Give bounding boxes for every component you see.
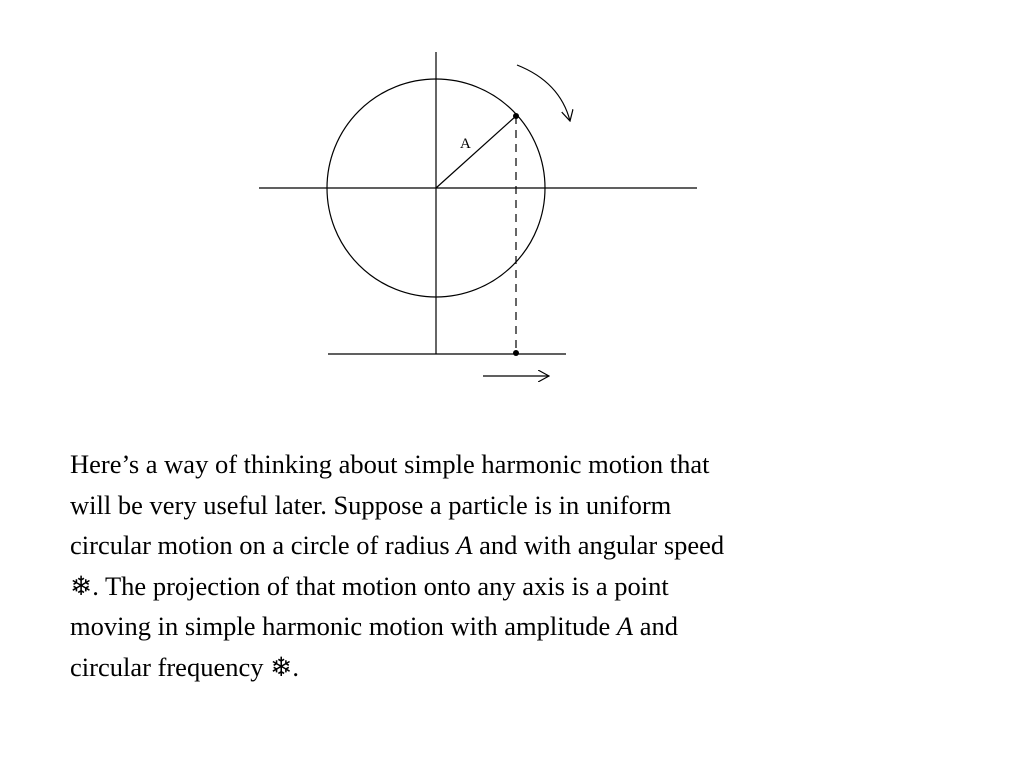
text-line-5: moving in simple harmonic motion with amplitude A and: [70, 611, 678, 641]
radius-variable: A: [456, 530, 473, 560]
text-line-3: circular motion on a circle of radius A and with angular speed: [70, 530, 725, 560]
circular-frequency-symbol: ❄: [270, 651, 293, 682]
amplitude-variable: A: [616, 611, 634, 641]
projected-point-dot: [513, 350, 519, 356]
radius-label: A: [460, 136, 471, 152]
radius-line: [436, 116, 516, 188]
text-line-4: ❄. The projection of that motion onto any axis is a point: [70, 570, 669, 601]
angular-speed-symbol: ❄: [70, 570, 93, 601]
rotation-arrow: [517, 65, 570, 121]
text-line-2: will be very useful later. Suppose a particle is in uniform: [70, 489, 672, 520]
text-line-6: circular frequency ❄.: [70, 651, 299, 682]
explanation-paragraph: [70, 444, 950, 687]
text-line-1: Here’s a way of thinking about simple harmonic motion that: [70, 449, 710, 479]
